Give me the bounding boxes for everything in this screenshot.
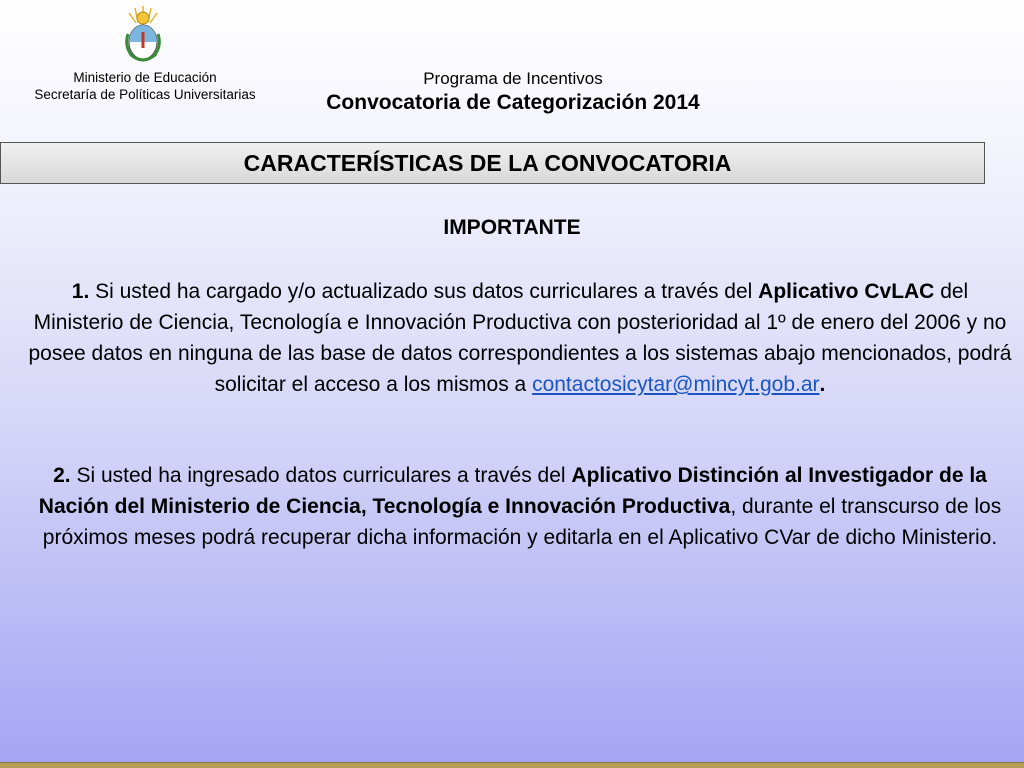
item-2-number: 2. <box>53 464 71 487</box>
section-banner <box>0 142 985 184</box>
item-1-text-b: del Ministerio de Ciencia, Tecnología e Innovación Productiva con posterioridad al 1º de enero del 2006 y no posee datos en ninguna de las base de datos correspondientes a los sistemas abajo mencionados, podrá solicitar el acceso a los mismos a <box>28 280 1012 396</box>
contact-email-link[interactable]: contactosicytar@mincyt.gob.ar <box>532 373 820 396</box>
item-1-number: 1. <box>71 280 90 303</box>
ministry-header <box>0 69 290 103</box>
item-2-text-a: Si usted ha ingresado datos curriculares a través del <box>70 464 572 487</box>
item-2-text-b: , durante el transcurso de los próximos meses podrá recuperar dicha información y editarla en el Aplicativo CVar de dicho Ministerio. <box>42 495 1002 549</box>
item-1-end: . <box>819 373 826 396</box>
item-1-bold: Aplicativo CvLAC <box>758 280 935 303</box>
item-1-paragraph <box>28 276 1012 400</box>
important-heading: IMPORTANTE <box>443 216 581 239</box>
item-1-text-a: Si usted ha cargado y/o actualizado sus datos curriculares a través del <box>89 280 759 303</box>
ministry-name: Ministerio de Educación <box>73 70 217 85</box>
program-subtitle: Programa de Incentivos <box>423 69 603 88</box>
national-seal-icon <box>122 4 164 66</box>
program-header <box>280 68 746 116</box>
program-title: Convocatoria de Categorización 2014 <box>326 91 700 114</box>
secretariat-name: Secretaría de Políticas Universitarias <box>34 87 256 102</box>
section-title: CARACTERÍSTICAS DE LA CONVOCATORIA <box>243 149 732 176</box>
bottom-border <box>0 762 1024 768</box>
item-2-paragraph <box>28 460 1012 553</box>
item-2-bold: Aplicativo Distinción al Investigador de la Nación del Ministerio de Ciencia, Tecnología e Innovación Productiva <box>38 464 987 518</box>
